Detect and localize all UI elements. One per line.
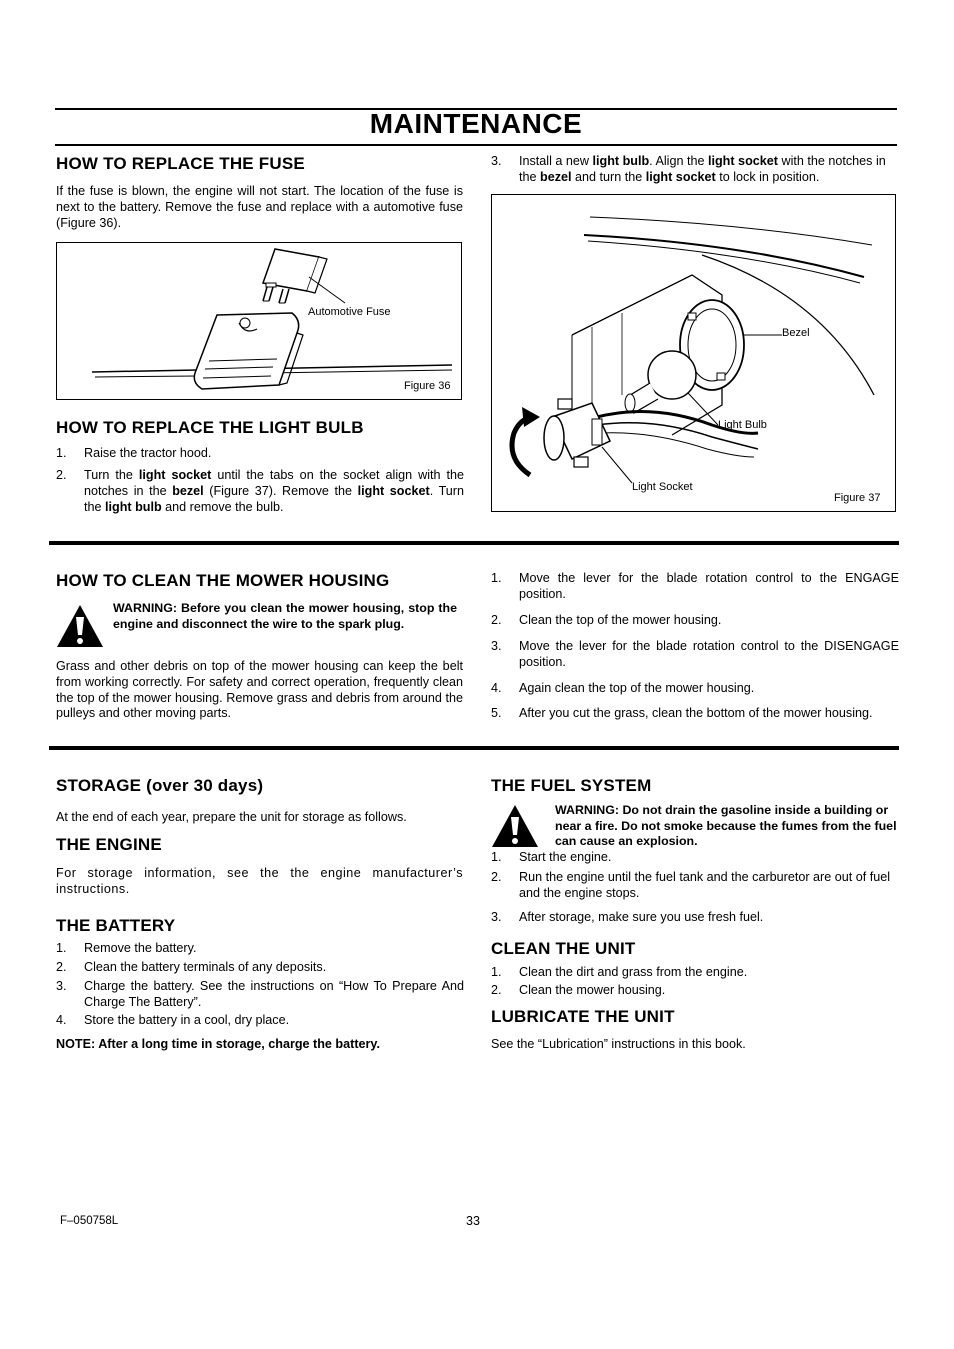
step-number: 3. [491,910,502,924]
clean-heading: CLEAN THE UNIT [491,939,636,958]
bulb-step-3 [491,154,899,186]
bulb-step-1 [56,446,464,462]
fuel-step-1 [491,850,899,866]
title-underline [55,144,897,146]
step-text: Clean the mower housing. [519,983,666,997]
battery-note: NOTE: After a long time in storage, charge the battery. [56,1037,380,1051]
section-divider [49,541,899,545]
lube-body: See the “Lubrication” instructions in this book. [491,1037,746,1051]
step-text: After you cut the grass, clean the bottom of the mower housing. [519,706,873,720]
step-number: 2. [491,613,502,627]
clean-step-1 [491,965,899,981]
light-socket-label: Light Socket [632,481,693,493]
step-text: Again clean the top of the mower housing. [519,681,755,695]
fuel-heading: THE FUEL SYSTEM [491,776,652,795]
step-number: 2. [491,870,502,884]
step-number: 2. [491,983,502,997]
battery-step-3 [56,979,464,1011]
engine-body: For storage information, see the the engine manufacturer’s instructions. [56,866,463,896]
mower-heading: HOW TO CLEAN THE MOWER HOUSING [56,571,390,590]
fuel-warning: WARNING: Do not drain the gasoline inside a building or near a fire. Do not smoke because the fumes from the fuel can cause an explosion. [555,803,897,849]
mower-step-1 [491,571,899,603]
document-code: F–050758L [60,1215,119,1227]
battery-step-4 [56,1013,464,1029]
step-text: Clean the top of the mower housing. [519,613,722,627]
fuse-body: If the fuse is blown, the engine will not start. The location of the fuse is next to the battery. Remove the fuse and replace with a automotive fuse (Figure 36). [56,184,463,230]
step-number: 5. [491,706,502,720]
mower-step-5 [491,706,899,722]
mower-step-4 [491,681,899,697]
step-text: Move the lever for the blade rotation control to the DISENGAGE position. [519,639,899,669]
step-number: 1. [491,965,502,979]
warning-icon [55,603,105,649]
step-number: 4. [491,681,502,695]
step-number: 2. [56,468,67,482]
section-divider [49,746,899,750]
page-title: MAINTENANCE [369,108,583,139]
step-number: 4. [56,1013,67,1027]
clean-step-2 [491,983,899,999]
step-number: 1. [491,571,502,585]
light-bulb-illustration [492,195,895,511]
step-text: After storage, make sure you use fresh fuel. [519,910,764,924]
step-text: Store the battery in a cool, dry place. [84,1013,290,1027]
bulb-heading: HOW TO REPLACE THE LIGHT BULB [56,418,364,437]
step-text: Start the engine. [519,850,612,864]
storage-heading: STORAGE (over 30 days) [56,776,264,795]
fuse-heading: HOW TO REPLACE THE FUSE [56,154,305,173]
step-text: Clean the battery terminals of any deposits. [84,960,327,974]
mower-step-2 [491,613,899,629]
step-number: 3. [56,979,67,993]
fuse-illustration [57,243,461,399]
fuel-step-2 [491,870,899,902]
storage-body: At the end of each year, prepare the unit for storage as follows. [56,810,407,824]
lube-heading: LUBRICATE THE UNIT [491,1007,675,1026]
step-number: 3. [491,154,502,168]
figure-36 [56,242,462,400]
step-text: Clean the dirt and grass from the engine. [519,965,748,979]
light-bulb-label: Light Bulb [718,419,767,431]
step-text: Turn the light socket until the tabs on the socket align with the notches in the bezel (Figure 37). Remove the light socket. Turn the light bulb and remove the bulb. [84,468,464,514]
step-text: Raise the tractor hood. [84,446,212,460]
bezel-label: Bezel [782,327,810,339]
step-number: 1. [491,850,502,864]
battery-step-2 [56,960,464,976]
mower-warning: WARNING: Before you clean the mower housing, stop the engine and disconnect the wire to the spark plug. [113,601,457,631]
step-text: Run the engine until the fuel tank and the carburetor are out of fuel and the engine stops. [519,870,891,900]
page-number: 33 [466,1214,480,1228]
battery-step-1 [56,941,464,957]
step-number: 2. [56,960,67,974]
mower-body: Grass and other debris on top of the mower housing can keep the belt from working correctly. For safety and correct operation, frequently clean the top of the mower housing. Remove grass and debris from around the pulleys and other moving parts. [56,659,463,721]
figure-37 [491,194,896,512]
figure-36-caption: Figure 36 [404,380,451,392]
warning-icon [490,803,540,849]
step-number: 1. [56,941,67,955]
fuel-step-3 [491,910,899,926]
step-number: 1. [56,446,67,460]
step-text: Move the lever for the blade rotation control to the ENGAGE position. [519,571,899,601]
step-number: 3. [491,639,502,653]
step-text: Charge the battery. See the instructions on “How To Prepare And Charge The Battery”. [84,979,464,1009]
engine-heading: THE ENGINE [56,835,162,854]
figure-37-caption: Figure 37 [834,492,881,504]
bulb-step-2 [56,468,464,516]
battery-heading: THE BATTERY [56,916,176,935]
mower-step-3 [491,639,899,671]
automotive-fuse-label: Automotive Fuse [308,306,391,318]
step-text: Install a new light bulb. Align the light socket with the notches in the bezel and turn the light socket to lock in position. [519,154,886,184]
step-text: Remove the battery. [84,941,197,955]
